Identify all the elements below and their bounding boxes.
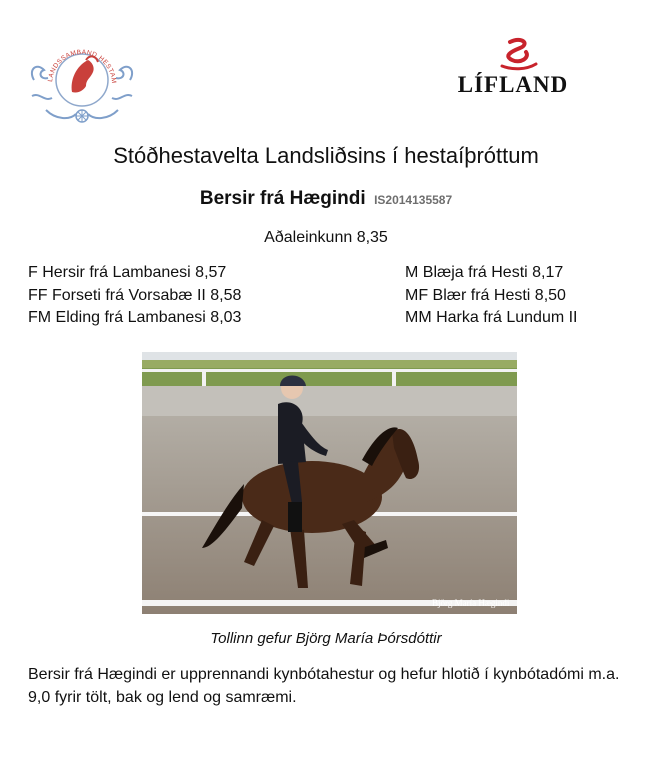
svg-text:LANDSSAMBAND HESTAMANNAFÉLAGA: LANDSSAMBAND HESTAM xyxy=(47,48,118,85)
pedigree-line: F Hersir frá Lambanesi 8,57 xyxy=(28,264,227,281)
horse-heading xyxy=(0,188,652,210)
lifland-logo xyxy=(452,36,574,98)
pedigree-line: MM Harka frá Lundum II xyxy=(405,309,578,326)
main-score: Aðaleinkunn 8,35 xyxy=(264,229,388,246)
landssamband-emblem-icon xyxy=(26,40,138,126)
pedigree-line: FM Elding frá Lambanesi 8,03 xyxy=(28,309,242,326)
pedigree-sire-side xyxy=(28,262,241,330)
horse-photo xyxy=(142,352,517,614)
landssamband-logo xyxy=(26,40,138,126)
description-paragraph: Bersir frá Hægindi er upprennandi kynbótahestur og hefur hlotið í kynbótadómi m.a. 9,0 fyrir tölt, bak og lend og samræmi. xyxy=(28,666,620,706)
pedigree-dam-side xyxy=(405,262,578,330)
photo-caption: Tollinn gefur Björg María Þórsdóttir xyxy=(210,630,442,647)
horse-id: IS2014135587 xyxy=(374,193,453,207)
photo-watermark: Björg María Hægindi xyxy=(432,598,510,608)
lifland-wordmark: LÍFLAND xyxy=(457,72,569,97)
pedigree-line: M Blæja frá Hesti 8,17 xyxy=(405,264,564,281)
pedigree-line: MF Blær frá Hesti 8,50 xyxy=(405,286,566,304)
page-title: Stóðhestavelta Landsliðsins í hestaíþróttum xyxy=(113,143,539,168)
pedigree-line: FF Forseti frá Vorsabæ II 8,58 xyxy=(28,286,242,304)
horse-name: Bersir frá Hægindi xyxy=(199,188,366,209)
lifland-swirl-icon xyxy=(452,36,574,76)
